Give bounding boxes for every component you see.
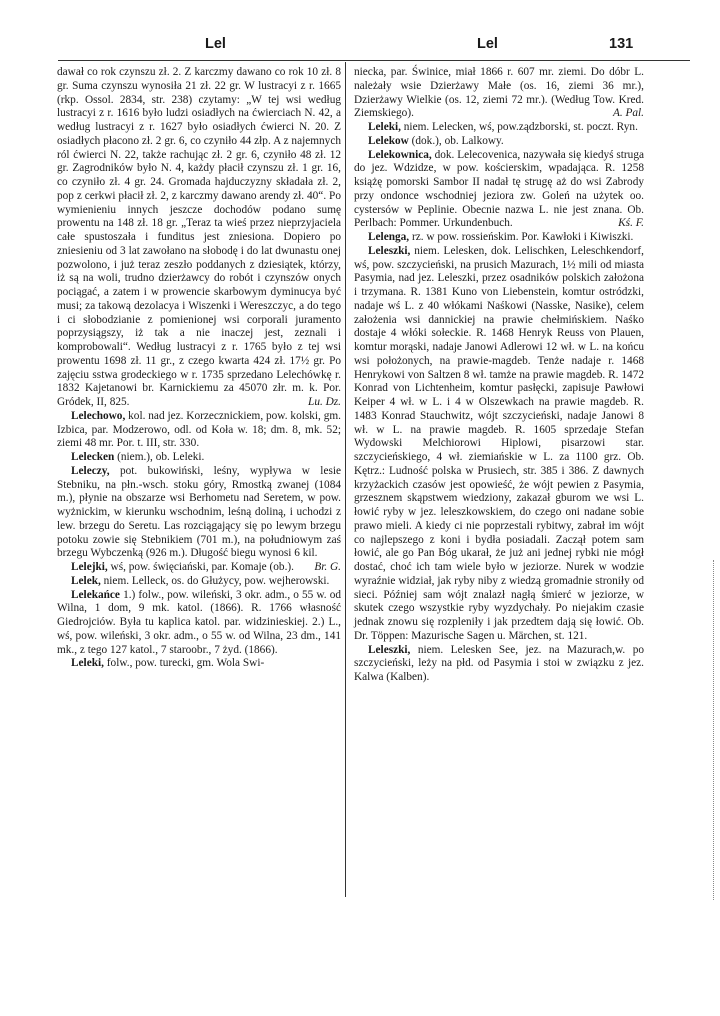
entry-text: wś, pow. święciański, par. Komaje (ob.). bbox=[110, 561, 294, 573]
dictionary-entry bbox=[57, 561, 341, 575]
entry-headword: Lelenga, bbox=[368, 231, 410, 243]
author-signature: Br. G. bbox=[314, 561, 341, 573]
entry-text: (niem.), ob. Leleki. bbox=[117, 451, 205, 463]
page-number: 131 bbox=[609, 36, 634, 52]
left-column bbox=[57, 66, 341, 671]
entry-headword: Lelecken bbox=[71, 451, 115, 463]
entry-text: folw., pow. turecki, gm. Wola Swi- bbox=[106, 657, 265, 670]
entry-headword: Leleki, bbox=[368, 121, 401, 133]
dictionary-entry bbox=[57, 575, 341, 589]
entry-headword: Lelechowo, bbox=[71, 409, 126, 422]
entry-headword: Leleczy, bbox=[71, 464, 110, 477]
entry-text: rz. w pow. rossieńskim. Por. Kawłoki i Kiwiszki. bbox=[411, 231, 634, 243]
entry-text: niem. Lelleck, os. do Głużycy, pow. wejherowski. bbox=[103, 574, 330, 587]
entry-text: niem. Lelecken, wś, pow.ządzborski, st. poczt. Ryn. bbox=[403, 121, 638, 133]
running-head-middle: Lel bbox=[477, 36, 498, 52]
scan-edge-marks bbox=[713, 560, 716, 900]
entry-text: kol. nad jez. Korzecznickiem, pow. kolski, gm. Izbica, par. Modzerowo, odl. od Koła w. 18; dm. 8, mk. 52; ziemi 48 mr. Por. t. III, str. 330. bbox=[57, 409, 341, 450]
dictionary-entry bbox=[354, 644, 644, 685]
dictionary-entry bbox=[57, 410, 341, 451]
dictionary-entry bbox=[57, 657, 341, 671]
header-rule bbox=[58, 60, 690, 61]
entry-headword: Lelekownica, bbox=[368, 148, 432, 161]
entry-text: niem. Lelesken See, jez. na Mazurach,w. po szczycieński, leży na płd. od Pasymia i stoi w związku z jez. Kalwa (Kalben). bbox=[354, 643, 645, 683]
entry-continuation bbox=[57, 66, 341, 410]
entry-text: dawał co rok czynszu zł. 2. Z karczmy dawano co rok 10 zł. 8 gr. Suma czynszu wynosiła 21 zł. 22 gr. W lustracyi z r. 1665 (rkp. Ossol. 2834, str. 238) czytamy: „W tej wsi według lustracyi z r. 1616 było ludzi osiadłych na ćwierciach N. 42, a według lustracyi z r. 1627 było osiadłych ćwierci N. 20. Z osiadłych płacono zł. 2 gr. 6, co czyniło 44 złp. A z najemnych ról ćwierci N. 22, także rachując zł. 2 gr. 6, czyniło 48 zł. 12 gr. Zagrodników było N. 4, każdy płacił czynszu zł. 1 gr. 16, co czyniło zł. 4 gr. 24. Gromada hajduczyzny składała zł. 2, pop z cerkwi płacił zł. 2, z karczmy dawano arendy zł. 40“. Po wymienieniu innych jeszcze dochodów podano sumę prowentu na 148 zł. 18 gr. „Teraz ta wieś przez nieprzyjaciela całe spustoszała i funditus jest zniesiona. Dopiero po zniesieniu od 3 lat zawołano na słobodę i do lat dwunastu onej pozwolono, i już teraz zeszło poddanych z dziesiątek, którzy, iż są na woli, trudno dzierżawcy do robót i czynszów onych pociągać, a zatem i w prowencie skarbowym dyminucya być musi; za takową dezolacya i Wiszenki i Wereszczyc, a do tego i ci słobodzianie z pomienionej wsi corporali juramento poprzysiągszy, iż tak a nie inaczej jest, zeznali i komprobowali“. Według lustracyi z r. 1765 było z tej wsi prowentu 1698 zł. 11 gr., z czego kwarta 424 zł. 17½ gr. Po zajęciu sstwa grodeckiego w r. 1735 sprzedano Lelechówkę r. 1832 Kajetanowi br. Karnickiemu za 45070 złr. m. k. Por. Gródek, II, 825. bbox=[57, 66, 341, 408]
dictionary-entry bbox=[354, 245, 644, 644]
right-column bbox=[354, 66, 644, 685]
dictionary-entry bbox=[354, 231, 644, 245]
entry-text: niem. Lelesken, dok. Lelischken, Leleschkendorf, wś, pow. szczycieński, na prusich Mazurach, 1½ mili od miasta Pasymia, nad jez. Leleszki, przez osadników polskich założona i trzymana. R. 1381 Kuno von Liebenstein, komtur ostródzki, nadaje wś L. z 40 włókami Naśkowi (Nasske, Nasike), celem założenia wsi dannickiej na prawie chełmińskiem. Naśko dostaje 4 włóki sołeckie. R. 1468 Henryk Reuss von Plauen, komtur morąski, nadaje Janowi Adlerowi 12 wł. w L. na końcu wsi położonych, na prawie-magdeb. Tenże nadaje r. 1468 Henrykowi von Saltzen 8 wł. tamże na prawie magdeb. R. 1472 Konrad von Lichtenheim, komtur pasłęcki, zapisuje Pawłowi Keiper 4 wł. w L. i 4 w Olszewkach na prawie magdeb. R. 1483 Konrad Stauchwitz, wójt szczycieński, nadaje Janowi 8 wł. w L. na prawie magdeb. R. 1605 sprzedaje Stefan Wydowski Melchiorowi Hiplowi, pisarzowi star. szczycieńskiego, 4 wł. ziemiańskie w L. za 1100 grz. Ob. Kętrz.: Ludność polska w Prusiech, str. 385 i 386. Z dawnych krzyżackich czasów jest opowieść, że wójt pewien z Pasymia, grzesznem skąpstwem wiedziony, zakazał gburom we wsi L. łowić ryby w jez. leleszkowskiem, do czego oni nadane sobie prawo mieli. A kiedy ci nie poprzestali rybitwy, zabrał im wójt co najlepszego z koni i bydła posiadali. Zaczął potem sam łowić, ale go Pan Bóg ukarał, że już ani jednej rybki nie mógł dostać, choć ich tam wiele było w jeziorze. Nurek w wodzie wyraźnie widział, jak ryby niby z wiedzą gromadnie stroniły od sieci. Później sam wójt znalazł nagłą śmierć w jeziorze, w skutek czego wszystkie ryby wyzdychały. Po niejakim czasie jednak znowu się rozpleniły i jak przedtem dają się łowić. Ob. Dr. Töppen: Mazurische Sagen u. Märchen, st. 121. bbox=[354, 244, 645, 642]
author-signature: A. Pal. bbox=[612, 107, 644, 120]
dictionary-entry bbox=[354, 149, 644, 232]
entry-text: dok. Lelecovenica, nazywała się kiedyś struga do jez. Wdzidze, w pow. kościerskim, wpadająca. R. 1258 książę pomorski Sambor II nadał tę strugę aż do wsi Zabrody przy ondonce wschodniej jeziora zw. Goleń na użytek oo. cystersów w Peplinie. Obecnie nazwa L. nie jest znana. Ob. Perlbach: Pommer. Urkundenbuch. bbox=[354, 148, 644, 230]
entry-headword: Leleszki, bbox=[368, 244, 411, 257]
author-signature: Kś. F. bbox=[618, 217, 644, 230]
dictionary-entry bbox=[354, 135, 644, 149]
dictionary-entry bbox=[57, 451, 341, 465]
entry-headword: Lelek, bbox=[71, 574, 101, 587]
author-signature: Lu. Dz. bbox=[308, 396, 341, 408]
entry-headword: Lelejki, bbox=[71, 561, 108, 573]
entry-text: pot. bukowiński, leśny, wypływa w lesie Stebniku, na płn.-wsch. stoku góry, Rmostką zwanej (1084 m.), płynie na obszarze wsi Berhometu nad Seretem, w pow. wyżnickim, w kierunku wschodnim, leśną doliną, i uchodzi z lew. brzegu do Seretu. Las rozciągający się po lewym brzegu potoku zowie się Stebnikiem (701 m.), na południowym zaś brzegu Wybczenką (926 m.). Długość biegu wynosi 6 kil. bbox=[57, 464, 342, 560]
entry-text: 1.) folw., pow. wileński, 3 okr. adm., o 55 w. od Wilna, 1 dom, 9 mk. katol. (1866). R. 1766 własność Giedrojciów. Była tu kaplica katol. par. widzinieskiej. 2.) L., wś, pow. wileński, 3 okr. adm., o 55 w. od Wilna, 23 dm., 141 mk., z tego 127 katol., 7 staroobr., 7 żyd. (1866). bbox=[57, 588, 342, 656]
entry-headword: Lelekańce bbox=[71, 588, 120, 601]
entry-headword: Leleki, bbox=[71, 657, 104, 670]
entry-continuation bbox=[354, 66, 644, 121]
entry-headword: Lelekow bbox=[368, 134, 409, 147]
running-head-left: Lel bbox=[205, 36, 226, 52]
entry-text: (dok.), ob. Lalkowy. bbox=[411, 134, 504, 147]
dictionary-entry bbox=[57, 589, 341, 658]
dictionary-entry bbox=[354, 121, 644, 135]
entry-text: niecka, par. Świnice, miał 1866 r. 607 mr. ziemi. Do dóbr L. należały wsie Dzierżawy Małe (os. 16, ziemi 36 mr.), Dzierżawy Wielkie (os. 12, ziemi 72 mr.). (Według Tow. Kred. Ziemskiego). bbox=[354, 66, 644, 120]
entry-headword: Leleszki, bbox=[368, 643, 411, 656]
column-divider bbox=[345, 62, 346, 897]
